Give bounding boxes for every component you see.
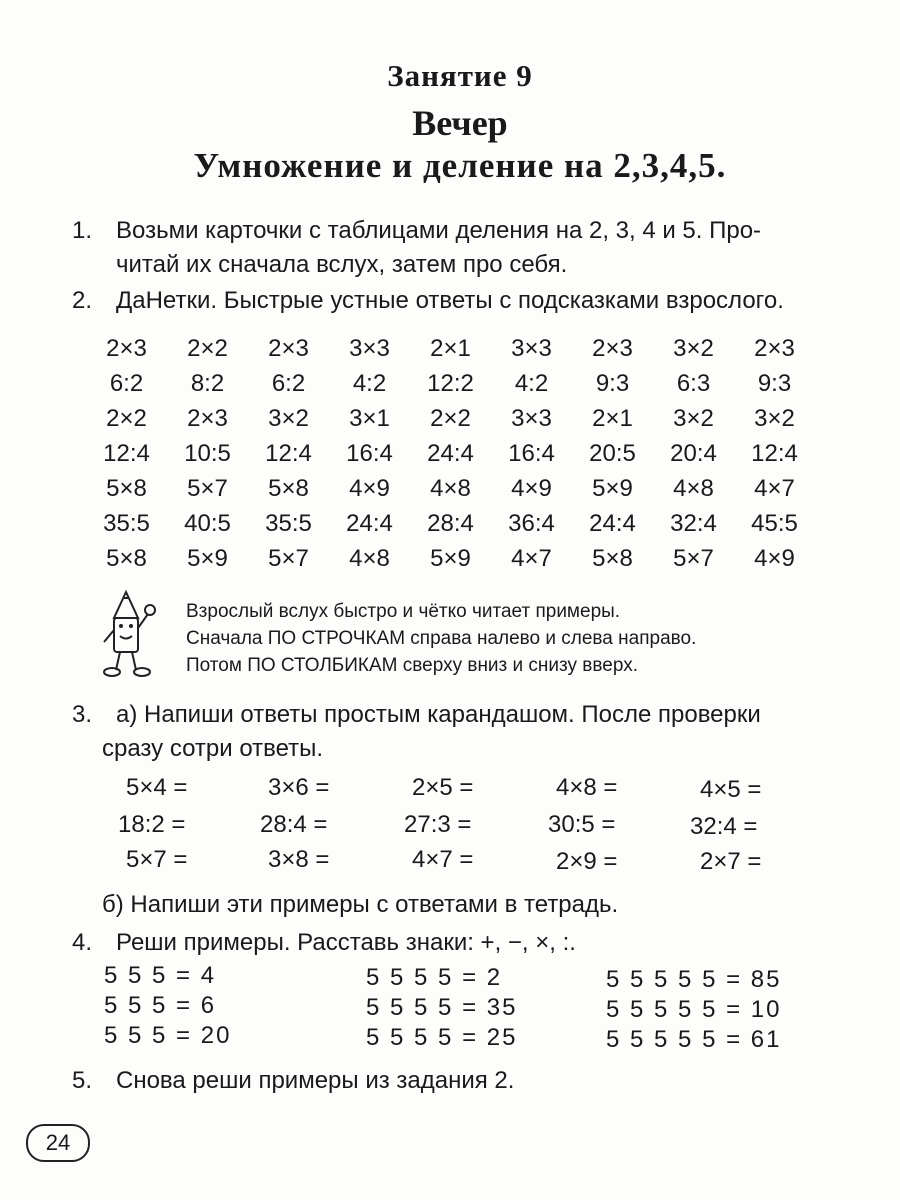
grid-row (86, 506, 816, 541)
page-subtitle: Умножение и деление на 2,3,4,5. (193, 146, 727, 185)
grid-cell: 24:4 (346, 509, 393, 537)
grid-cell: 40:5 (184, 509, 231, 537)
equation: 2×7 = (700, 848, 762, 875)
grid-cell: 3×1 (349, 404, 390, 432)
task-1 (72, 214, 862, 282)
task-number: 2. (72, 287, 93, 314)
equation: 3×6 = (268, 774, 330, 801)
grid-cell: 20:5 (589, 439, 636, 467)
hint-line: Сначала ПО СТРОЧКАМ справа налево и слева направо. (186, 628, 697, 649)
equation: 32:4 = (690, 813, 758, 840)
grid-cell: 6:2 (109, 369, 144, 397)
grid-cell: 45:5 (751, 509, 798, 537)
grid-cell: 5×7 (187, 474, 228, 502)
task-text: Снова реши примеры из задания 2. (116, 1067, 515, 1094)
equation: 3×8 = (268, 846, 330, 873)
grid-cell: 5×9 (187, 544, 228, 572)
hint-line: Взрослый вслух быстро и чётко читает примеры. (186, 601, 621, 622)
expression: 5 5 5 5 = 25 (366, 1024, 518, 1051)
task-number: 1. (72, 217, 93, 244)
expression: 5 5 5 5 5 = 61 (606, 1026, 782, 1053)
expression: 5 5 5 = 6 (104, 992, 217, 1019)
grid-cell: 12:4 (103, 439, 150, 467)
grid-cell: 4×9 (349, 474, 390, 502)
expression: 5 5 5 = 20 (104, 1022, 232, 1049)
expression: 5 5 5 5 5 = 85 (606, 966, 782, 993)
quick-answer-grid (86, 331, 816, 576)
grid-cell: 32:4 (670, 509, 717, 537)
grid-cell: 4×9 (754, 544, 795, 572)
grid-cell: 12:4 (265, 439, 312, 467)
hint-line: Потом ПО СТОЛБИКАМ сверху вниз и снизу вверх. (186, 655, 638, 676)
task-4 (72, 926, 872, 960)
task-2 (72, 284, 872, 318)
equation: 2×9 = (556, 848, 618, 875)
grid-row (86, 366, 816, 401)
grid-cell: 8:2 (190, 369, 225, 397)
grid-cell: 4×9 (511, 474, 552, 502)
grid-cell: 16:4 (508, 439, 555, 467)
grid-cell: 4×8 (430, 474, 471, 502)
task-number: 4. (72, 929, 93, 956)
task-number: 5. (72, 1067, 93, 1094)
grid-cell: 2×2 (106, 404, 147, 432)
grid-row (86, 401, 816, 436)
grid-cell: 28:4 (427, 509, 474, 537)
hint-text (186, 598, 696, 679)
task-3b (102, 888, 862, 922)
grid-cell: 4×7 (754, 474, 795, 502)
task-3 (72, 698, 872, 766)
grid-cell: 6:3 (676, 369, 711, 397)
equation: 30:5 = (548, 811, 616, 838)
grid-row (86, 541, 816, 576)
grid-cell: 12:4 (751, 439, 798, 467)
expression: 5 5 5 5 = 35 (366, 994, 518, 1021)
grid-row (86, 331, 816, 366)
grid-cell: 2×2 (187, 334, 228, 362)
grid-cell: 2×3 (592, 334, 633, 362)
grid-cell: 4:2 (352, 369, 387, 397)
grid-cell: 5×8 (268, 474, 309, 502)
expression: 5 5 5 = 4 (104, 962, 217, 989)
grid-cell: 9:3 (595, 369, 630, 397)
grid-row (86, 471, 816, 506)
grid-cell: 24:4 (427, 439, 474, 467)
equation: 5×7 = (126, 846, 188, 873)
expression: 5 5 5 5 = 2 (366, 964, 503, 991)
page-title: Вечер (412, 103, 508, 143)
grid-cell: 16:4 (346, 439, 393, 467)
grid-cell: 20:4 (670, 439, 717, 467)
page-number: 24 (26, 1124, 90, 1162)
grid-cell: 4:2 (514, 369, 549, 397)
grid-cell: 35:5 (265, 509, 312, 537)
grid-cell: 2×3 (187, 404, 228, 432)
grid-cell: 36:4 (508, 509, 555, 537)
grid-cell: 3×3 (511, 334, 552, 362)
grid-row (86, 436, 816, 471)
expression: 5 5 5 5 5 = 10 (606, 996, 782, 1023)
grid-cell: 2×2 (430, 404, 471, 432)
grid-cell: 4×7 (511, 544, 552, 572)
grid-cell: 4×8 (673, 474, 714, 502)
grid-cell: 5×7 (673, 544, 714, 572)
grid-cell: 2×3 (106, 334, 147, 362)
task-text: б) Напиши эти примеры с ответами в тетрадь. (102, 891, 619, 918)
task-text: сразу сотри ответы. (102, 735, 324, 762)
grid-cell: 2×3 (754, 334, 795, 362)
grid-cell: 35:5 (103, 509, 150, 537)
grid-cell: 3×2 (673, 334, 714, 362)
pencil-mascot-icon (96, 588, 166, 680)
equation: 4×8 = (556, 774, 618, 801)
grid-cell: 5×8 (106, 544, 147, 572)
equation: 4×7 = (412, 846, 474, 873)
lesson-number: Занятие 9 (387, 58, 533, 93)
grid-cell: 5×8 (106, 474, 147, 502)
task-number: 3. (72, 701, 93, 728)
grid-cell: 6:2 (271, 369, 306, 397)
grid-cell: 3×2 (673, 404, 714, 432)
equation: 18:2 = (118, 811, 186, 838)
task-text: а) Напиши ответы простым карандашом. После проверки (116, 701, 761, 728)
task-text: читай их сначала вслух, затем про себя. (116, 251, 568, 278)
grid-cell: 4×8 (349, 544, 390, 572)
grid-cell: 3×3 (511, 404, 552, 432)
task-text: Возьми карточки с таблицами деления на 2, 3, 4 и 5. Про- (116, 217, 762, 244)
equation: 5×4 = (126, 774, 188, 801)
task-text: Реши примеры. Расставь знаки: +, −, ×, :. (116, 929, 576, 956)
grid-cell: 9:3 (757, 369, 792, 397)
grid-cell: 2×3 (268, 334, 309, 362)
grid-cell: 10:5 (184, 439, 231, 467)
grid-cell: 3×3 (349, 334, 390, 362)
grid-cell: 12:2 (427, 369, 474, 397)
equation: 27:3 = (404, 811, 472, 838)
grid-cell: 24:4 (589, 509, 636, 537)
task-5 (72, 1064, 872, 1098)
grid-cell: 5×9 (592, 474, 633, 502)
grid-cell: 5×8 (592, 544, 633, 572)
grid-cell: 2×1 (592, 404, 633, 432)
equation: 4×5 = (700, 776, 762, 803)
grid-cell: 5×7 (268, 544, 309, 572)
grid-cell: 3×2 (754, 404, 795, 432)
grid-cell: 3×2 (268, 404, 309, 432)
grid-cell: 2×1 (430, 334, 471, 362)
grid-cell: 5×9 (430, 544, 471, 572)
equation: 28:4 = (260, 811, 328, 838)
task-text: ДаНетки. Быстрые устные ответы с подсказками взрослого. (116, 287, 784, 314)
equation: 2×5 = (412, 774, 474, 801)
